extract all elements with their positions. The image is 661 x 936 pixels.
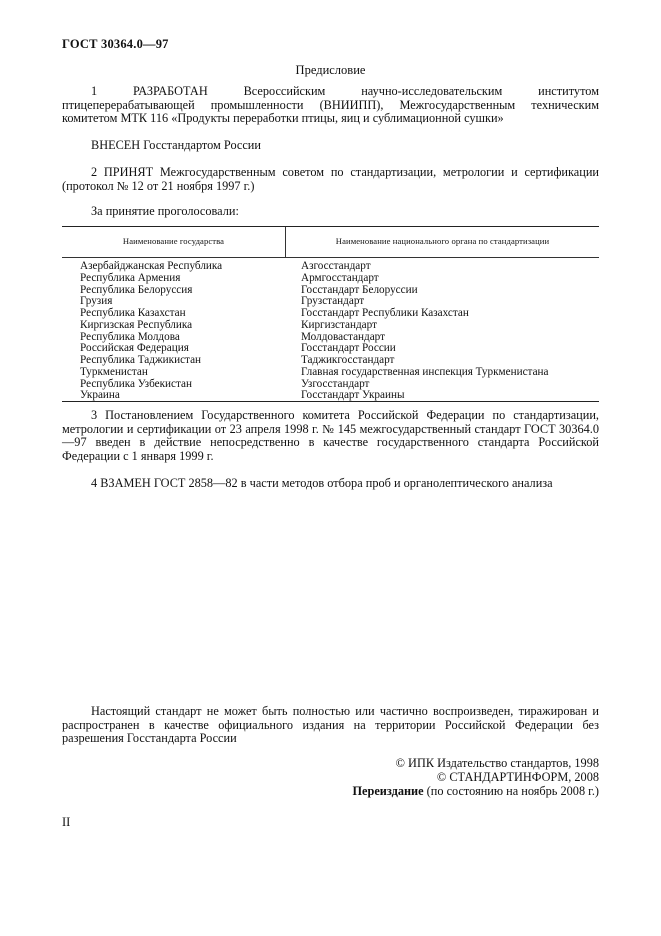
document-code: ГОСТ 30364.0—97 — [62, 37, 169, 51]
paragraph-voted: За принятие проголосовали: — [91, 204, 239, 218]
table-cell-country: Российская Федерация — [80, 342, 189, 355]
table-cell-country: Украина — [80, 389, 120, 402]
paragraph-reproduction-notice: Настоящий стандарт не может быть полностью или частично воспроизведен, тиражирован и распространен в качестве официального издания на территории Российской Федерации без разрешения Госстандарта России — [62, 704, 599, 746]
table-cell-body: Грузстандарт — [301, 295, 365, 308]
copyright-publisher-1998: © ИПК Издательство стандартов, 1998 — [395, 756, 599, 770]
reissue-date: (по состоянию на ноябрь 2008 г.) — [423, 784, 599, 798]
table-cell-country: Туркменистан — [80, 365, 148, 378]
page-number: II — [62, 815, 71, 829]
table-header-body: Наименование национального органа по стандартизации — [335, 236, 550, 246]
table-cell-body: Госстандарт России — [301, 342, 396, 355]
table-cell-country: Республика Узбекистан — [80, 377, 192, 390]
table-cell-country: Республика Белоруссия — [80, 283, 193, 296]
table-cell-country: Республика Таджикистан — [80, 354, 202, 366]
paragraph-introduced-by: ВНЕСЕН Госстандартом России — [91, 138, 261, 152]
table-cell-country: Азербайджанская Республика — [80, 260, 223, 272]
paragraph-replaces: 4 ВЗАМЕН ГОСТ 2858—82 в части методов отбора проб и органолептического анализа — [91, 476, 553, 490]
paragraph-adopted-by: 2 ПРИНЯТ Межгосударственным советом по стандартизации, метрологии и сертификации (протокол № 12 от 21 ноября 1997 г.) — [62, 165, 599, 193]
table-cell-body: Госстандарт Республики Казахстан — [301, 307, 469, 319]
table-cell-body: Госстандарт Белоруссии — [301, 283, 418, 296]
table-cell-body: Узгосстандарт — [301, 377, 370, 390]
reissue-label: Переиздание — [352, 784, 424, 798]
table-column-countries — [80, 261, 222, 402]
reissue-note — [352, 784, 599, 798]
table-cell-country: Киргизская Республика — [80, 318, 193, 331]
table-cell-country: Республика Армения — [80, 271, 181, 284]
table-cell-body: Молдовастандарт — [301, 330, 386, 343]
table-header-row — [62, 227, 599, 258]
table-cell-country: Республика Казахстан — [80, 307, 186, 319]
table-cell-body: Госстандарт Украины — [301, 389, 405, 402]
table-cell-body: Киргизстандарт — [301, 318, 377, 331]
voting-table — [62, 226, 599, 402]
table-column-bodies — [301, 261, 548, 402]
table-cell-body: Армгосстандарт — [301, 271, 379, 284]
table-cell-body: Главная государственная инспекция Туркменистана — [301, 365, 549, 378]
copyright-standartinform-2008: © СТАНДАРТИНФОРМ, 2008 — [436, 770, 599, 784]
paragraph-developed-by: 1 РАЗРАБОТАН Всероссийским научно-исследовательским институтом птицеперерабатывающей промышленности (ВНИИПП), Межгосударственным техническим комитетом МТК 116 «Продукты переработки птицы, яиц и сублимационной сушки» — [62, 84, 599, 126]
table-cell-country: Грузия — [80, 295, 113, 308]
table-cell-body: Таджикгосстандарт — [301, 354, 395, 366]
paragraph-enacted: 3 Постановлением Государственного комитета Российской Федерации по стандартизации, метрологии и сертификации от 23 апреля 1998 г. № 145 межгосударственный стандарт ГОСТ 30364.0—97 введен в действие непосредственно в качестве государственного стандарта Российской Федерации с 1 января 1999 г. — [62, 408, 599, 463]
table-header-country: Наименование государства — [122, 236, 225, 246]
page-title: Предисловие — [295, 63, 366, 77]
table-cell-country: Республика Молдова — [80, 330, 180, 343]
table-cell-body: Азгосстандарт — [301, 260, 371, 272]
